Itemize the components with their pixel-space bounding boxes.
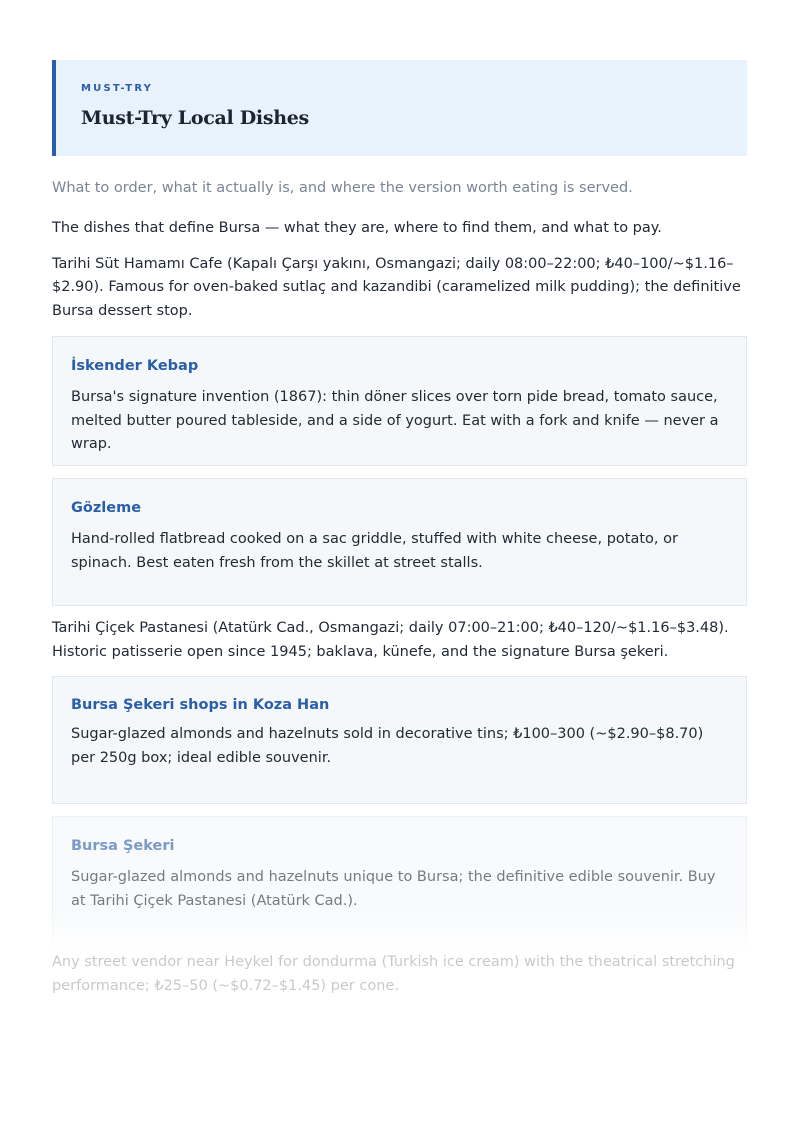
section-header [52,60,747,156]
venue-paragraph-cicek-pastanesi: Tarihi Çiçek Pastanesi (Atatürk Cad., Osmangazi; daily 07:00–21:00; ₺40–120/~$1.16–$3.48). Historic patisserie open since 1945; baklava, künefe, and the signature Bursa şekeri. [52,620,729,660]
dish-card-title: Bursa Şekeri shops in Koza Han [71,697,330,713]
section-eyebrow: MUST-TRY [81,83,154,94]
dish-card-koza-han [52,676,747,804]
dish-card-title: Gözleme [71,500,142,516]
intro-paragraph: The dishes that define Bursa — what they are, where to find them, and what to pay. [52,220,662,236]
page-title: Must-Try Local Dishes [81,107,309,129]
dish-card-body: Bursa's signature invention (1867): thin döner slices over torn pide bread, tomato sauce, melted butter poured tableside, and a side of yogurt. Eat with a fork and knife — never a wrap. [71,389,719,452]
faded-card-wrapper [52,816,747,946]
venue-paragraph-sut-hamami: Tarihi Süt Hamamı Cafe (Kapalı Çarşı yakını, Osmangazi; daily 08:00–22:00; ₺40–100/~$1.16–$2.90). Famous for oven-baked sutlaç and kazandibi (caramelized milk pudding); the definitive Bursa dessert stop. [52,255,741,319]
dish-card-body: Sugar-glazed almonds and hazelnuts unique to Bursa; the definitive edible souvenir. Buy at Tarihi Çiçek Pastanesi (Atatürk Cad.). [71,869,716,909]
dish-card-body: Hand-rolled flatbread cooked on a sac griddle, stuffed with white cheese, potato, or spinach. Best eaten fresh from the skillet at street stalls. [71,531,678,571]
dish-card-gozleme [52,478,747,606]
document-page [52,60,747,998]
dish-card-title: Bursa Şekeri [71,838,175,854]
dish-card-iskender [52,336,747,466]
dish-card-title: İskender Kebap [71,358,199,374]
section-subtitle: What to order, what it actually is, and where the version worth eating is served. [52,180,633,196]
venue-paragraph-dondurma: Any street vendor near Heykel for dondurma (Turkish ice cream) with the theatrical stretching performance; ₺25–50 (~$0.72–$1.45) per cone. [52,954,735,994]
dish-card-body: Sugar-glazed almonds and hazelnuts sold in decorative tins; ₺100–300 (~$2.90–$8.70) per 250g box; ideal edible souvenir. [71,726,704,766]
dish-card-bursa-sekeri [52,816,747,946]
